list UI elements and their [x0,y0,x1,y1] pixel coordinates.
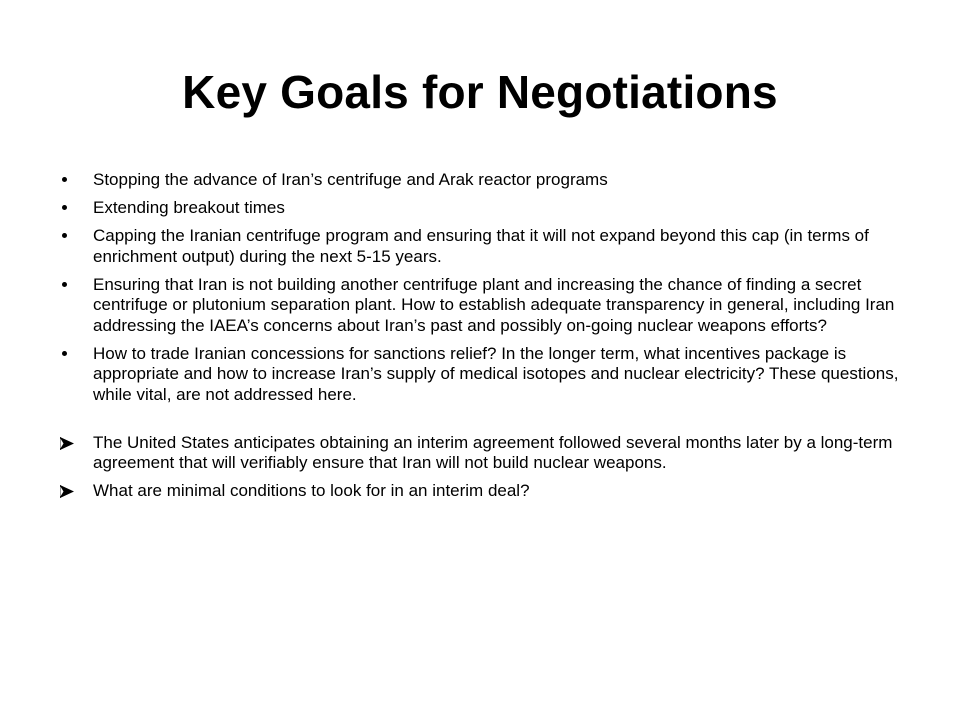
bullet-list [60,170,920,509]
list-item [60,344,920,406]
arrow-list-item [60,481,920,502]
list-item-text: The United States anticipates obtaining an interim agreement followed several months later by a long-term agreement that will verifiably ensure that Iran will not build nuclear weapons. [93,432,893,472]
list-item-text: Stopping the advance of Iran’s centrifuge and Arak reactor programs [93,170,608,189]
slide-title: Key Goals for Negotiations [182,66,778,118]
list-item-text: Ensuring that Iran is not building another centrifuge plant and increasing the chance of finding a secret centrifuge or plutonium separation plant. How to establish adequate transparency in general, including Iran addressing the IAEA’s concerns about Iran’s past and possibly on-going nuclear weapons efforts? [93,274,895,335]
list-item-text: What are minimal conditions to look for in an interim deal? [93,481,530,500]
list-item [60,275,920,337]
arrow-list-item [60,433,920,474]
list-item-text: Capping the Iranian centrifuge program and ensuring that it will not expand beyond this cap (in terms of enrichment output) during the next 5-15 years. [93,226,869,266]
list-item [60,170,920,191]
list-spacer [60,413,920,433]
list-item [60,226,920,267]
list-item-text: How to trade Iranian concessions for sanctions relief? In the longer term, what incentives package is appropriate and how to increase Iran’s supply of medical isotopes and nuclear electricity? These questions, while vital, are not addressed here. [93,343,899,404]
list-item [60,198,920,219]
list-item-text: Extending breakout times [93,198,285,217]
